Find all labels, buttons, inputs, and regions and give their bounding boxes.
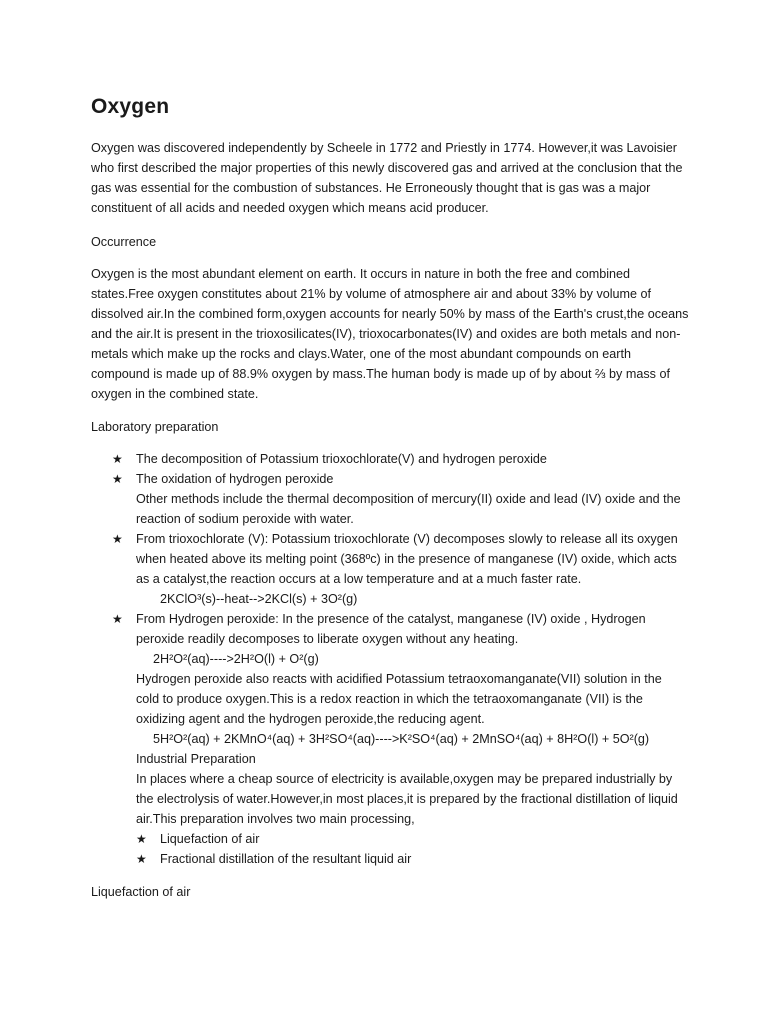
page-title: Oxygen [91,95,170,118]
occurrence-heading: Occurrence [91,235,157,249]
star-bullet-icon: ★ [112,612,123,626]
equation-1: 2KClO³(s)--heat-->2KCl(s) + 3O²(g) [160,592,358,606]
bullet-text: From trioxochlorate (V): Potassium trioxochlorate (V) decomposes slowly to release all its oxygen when heated above its melting point (368ºc) in the presence of manganese (IV) oxide, which acts as a catalyst,the reaction occurs at a low temperature and at a much faster rate. [136,532,678,586]
industrial-preparation-heading: Industrial Preparation [136,752,256,766]
star-bullet-icon: ★ [136,852,147,866]
list-item [112,609,687,869]
bullet-text: Fractional distillation of the resultant liquid air [160,852,412,866]
industrial-steps-list [136,829,687,869]
industrial-paragraph: In places where a cheap source of electricity is available,oxygen may be prepared industrially by the electrolysis of water.However,in most places,it is prepared by the fractional distillation of liquid air.This preparation involves two main processing, [136,772,678,826]
list-item [112,449,687,469]
occurrence-paragraph: Oxygen is the most abundant element on earth. It occurs in nature in both the free and combined states.Free oxygen constitutes about 21% by volume of atmosphere air and about 33% by volume of dissolved air.In the combined form,oxygen accounts for nearly 50% by mass of the Earth's crust,the oceans and the air.It is present in the trioxosilicates(IV), trioxocarbonates(IV) and oxides are both metals and non-metals which make up the rocks and clays.Water, one of the most abundant compounds on earth compound is made up of 88.9% oxygen by mass.The human body is made up of by about ⅔ by mass of oxygen in the combined state. [91,267,689,401]
list-item [112,529,687,609]
equation-3: 5H²O²(aq) + 2KMnO⁴(aq) + 3H²SO⁴(aq)---->K²SO⁴(aq) + 2MnSO⁴(aq) + 8H²O(l) + 5O²(g) [153,732,650,746]
list-item [112,469,687,529]
star-bullet-icon: ★ [112,532,123,546]
list-item [136,829,687,849]
bullet-continuation: Hydrogen peroxide also reacts with acidified Potassium tetraoxomanganate(VII) solution in the cold to produce oxygen.This is a redox reaction in which the tetraoxomanganate (VII) is the oxidizing agent and the hydrogen peroxide,the reducing agent. [136,672,662,726]
bullet-text: The oxidation of hydrogen peroxide [136,472,334,486]
star-bullet-icon: ★ [112,452,123,466]
star-bullet-icon: ★ [112,472,123,486]
bullet-continuation: Other methods include the thermal decomposition of mercury(II) oxide and lead (IV) oxide and the reaction of sodium peroxide with water. [136,492,681,526]
liquefaction-heading: Liquefaction of air [91,885,191,899]
bullet-text: The decomposition of Potassium trioxochlorate(V) and hydrogen peroxide [136,452,547,466]
intro-paragraph: Oxygen was discovered independently by Scheele in 1772 and Priestly in 1774. However,it was Lavoisier who first described the major properties of this newly discovered gas and arrived at the conclusion that the gas was essential for the combustion of substances. He Erroneously thought that is gas was a major constituent of all acids and needed oxygen which means acid producer. [91,141,683,215]
star-bullet-icon: ★ [136,832,147,846]
equation-2: 2H²O²(aq)---->2H²O(l) + O²(g) [153,652,319,666]
lab-preparation-list [112,449,687,869]
bullet-text: From Hydrogen peroxide: In the presence of the catalyst, manganese (IV) oxide , Hydrogen peroxide readily decomposes to liberate oxygen without any heating. [136,612,646,646]
bullet-text: Liquefaction of air [160,832,260,846]
lab-preparation-heading: Laboratory preparation [91,420,219,434]
list-item [136,849,687,869]
